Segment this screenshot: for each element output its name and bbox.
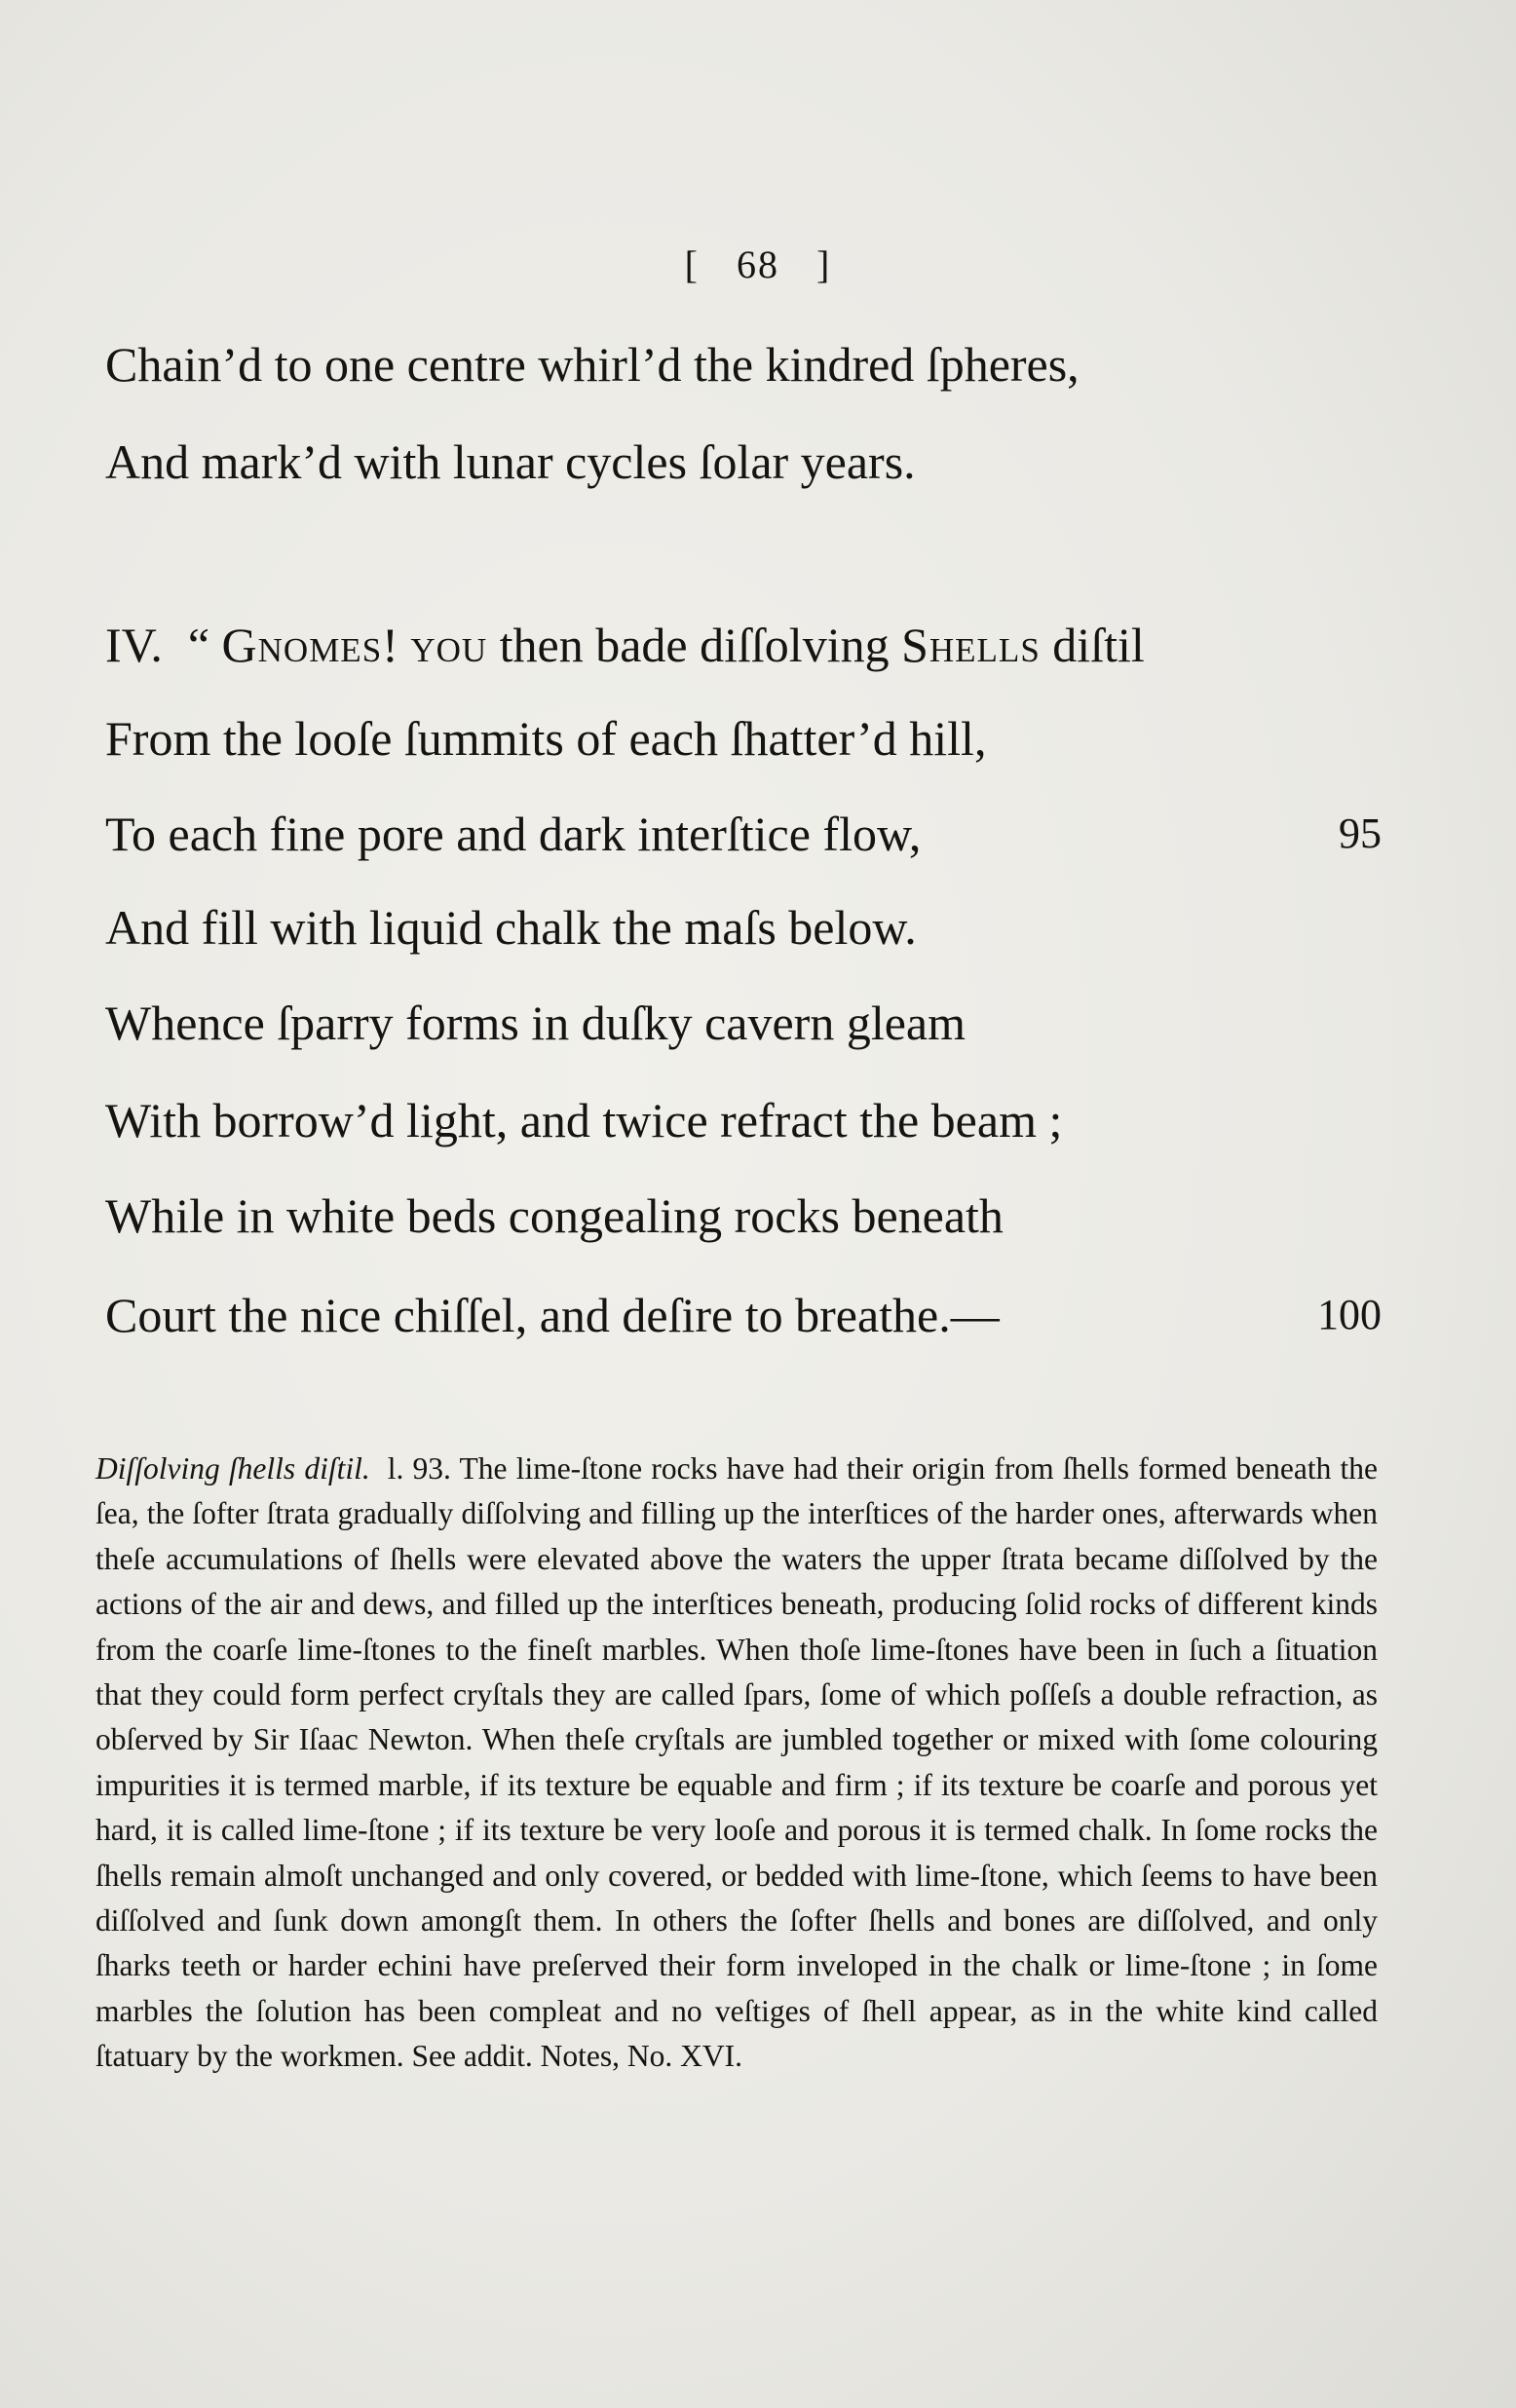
verse-line-text: To each fine pore and dark interſtice flow,	[105, 807, 922, 861]
verse-text-part-smallcaps: you	[410, 618, 488, 672]
verse-line-text: Chain’d to one centre whirl’d the kindred ſpheres,	[105, 337, 1080, 392]
verse-line	[105, 1091, 1382, 1149]
page-number	[0, 242, 1516, 287]
verse-text-part: then bade diſſolving	[487, 618, 902, 672]
verse-line	[105, 1286, 1382, 1344]
verse-text-part: !	[382, 618, 411, 672]
verse-text-part: “	[187, 618, 222, 672]
verse-line	[105, 709, 1382, 768]
page-number-value: 68	[737, 243, 779, 286]
verse-text-part-smallcaps: Gnomes	[221, 618, 383, 672]
verse-line-text: With borrow’d light, and twice refract the beam ;	[105, 1093, 1063, 1148]
verse-line-text: From the looſe ſummits of each ſhatter’d hill,	[105, 711, 987, 766]
page-number-open-bracket: [	[684, 243, 700, 286]
verse-line-text: And fill with liquid chalk the maſs below.	[105, 900, 917, 955]
verse-line	[105, 805, 1382, 863]
verse-text-part: diſtil	[1040, 618, 1145, 672]
line-number: 100	[1317, 1291, 1382, 1338]
verse-line	[105, 898, 1382, 957]
verse-text-part-smallcaps: Shells	[901, 618, 1041, 672]
page-number-close-bracket: ]	[816, 243, 832, 286]
verse-line	[105, 335, 1382, 394]
footnote-citation: Diſſolving ſhells diſtil.	[95, 1451, 370, 1486]
verse-line	[105, 994, 1382, 1052]
footnote	[95, 1447, 1378, 2080]
verse-line-text: Court the nice chiſſel, and deſire to breathe.—	[105, 1288, 1000, 1342]
line-number: 95	[1339, 809, 1382, 857]
verse-line-stanza-start	[105, 616, 1382, 674]
stanza-number: IV.	[105, 618, 163, 672]
verse-line-text: While in white beds congealing rocks beneath	[105, 1188, 1004, 1243]
verse-line-text: Whence ſparry forms in duſky cavern gleam	[105, 996, 966, 1050]
footnote-text: l. 93. The lime-ſtone rocks have had their origin from ſhells formed beneath the ſea, the ſofter ſtrata gradually diſſolving and filling up the interſtices of the harder ones, afterwards when theſe accumulations of ſhells were elevated above the waters the upper ſtrata became diſſolved by the actions of the air and dews, and filled up the interſtices beneath, producing ſolid rocks of different kinds from the coarſe lime-ſtones to the fineſt marbles. When thoſe lime-ſtones have been in ſuch a ſituation that they could form perfect cryſtals they are called ſpars, ſome of which poſſeſs a double refraction, as obſerved by Sir Iſaac Newton. When theſe cryſtals are jumbled together or mixed with ſome colouring impurities it is termed marble, if its texture be equable and firm ; if its texture be coarſe and porous yet hard, it is called lime-ſtone ; if its texture be very looſe and porous it is termed chalk. In ſome rocks the ſhells remain almoſt unchanged and only covered, or bedded with lime-ſtone, which ſeems to have been diſſolved and ſunk down amongſt them. In others the ſofter ſhells and bones are diſſolved, and only ſharks teeth or harder echini have preſerved their form inveloped in the chalk or lime-ſtone ; in ſome marbles the ſolution has been compleat and no veſtiges of ſhell appear, as in the white kind called ſtatuary by the workmen. See addit. Notes, No. XVI.	[95, 1451, 1378, 2074]
verse-line-text: And mark’d with lunar cycles ſolar years.	[105, 434, 916, 489]
verse-line	[105, 433, 1382, 491]
verse-line	[105, 1186, 1382, 1245]
